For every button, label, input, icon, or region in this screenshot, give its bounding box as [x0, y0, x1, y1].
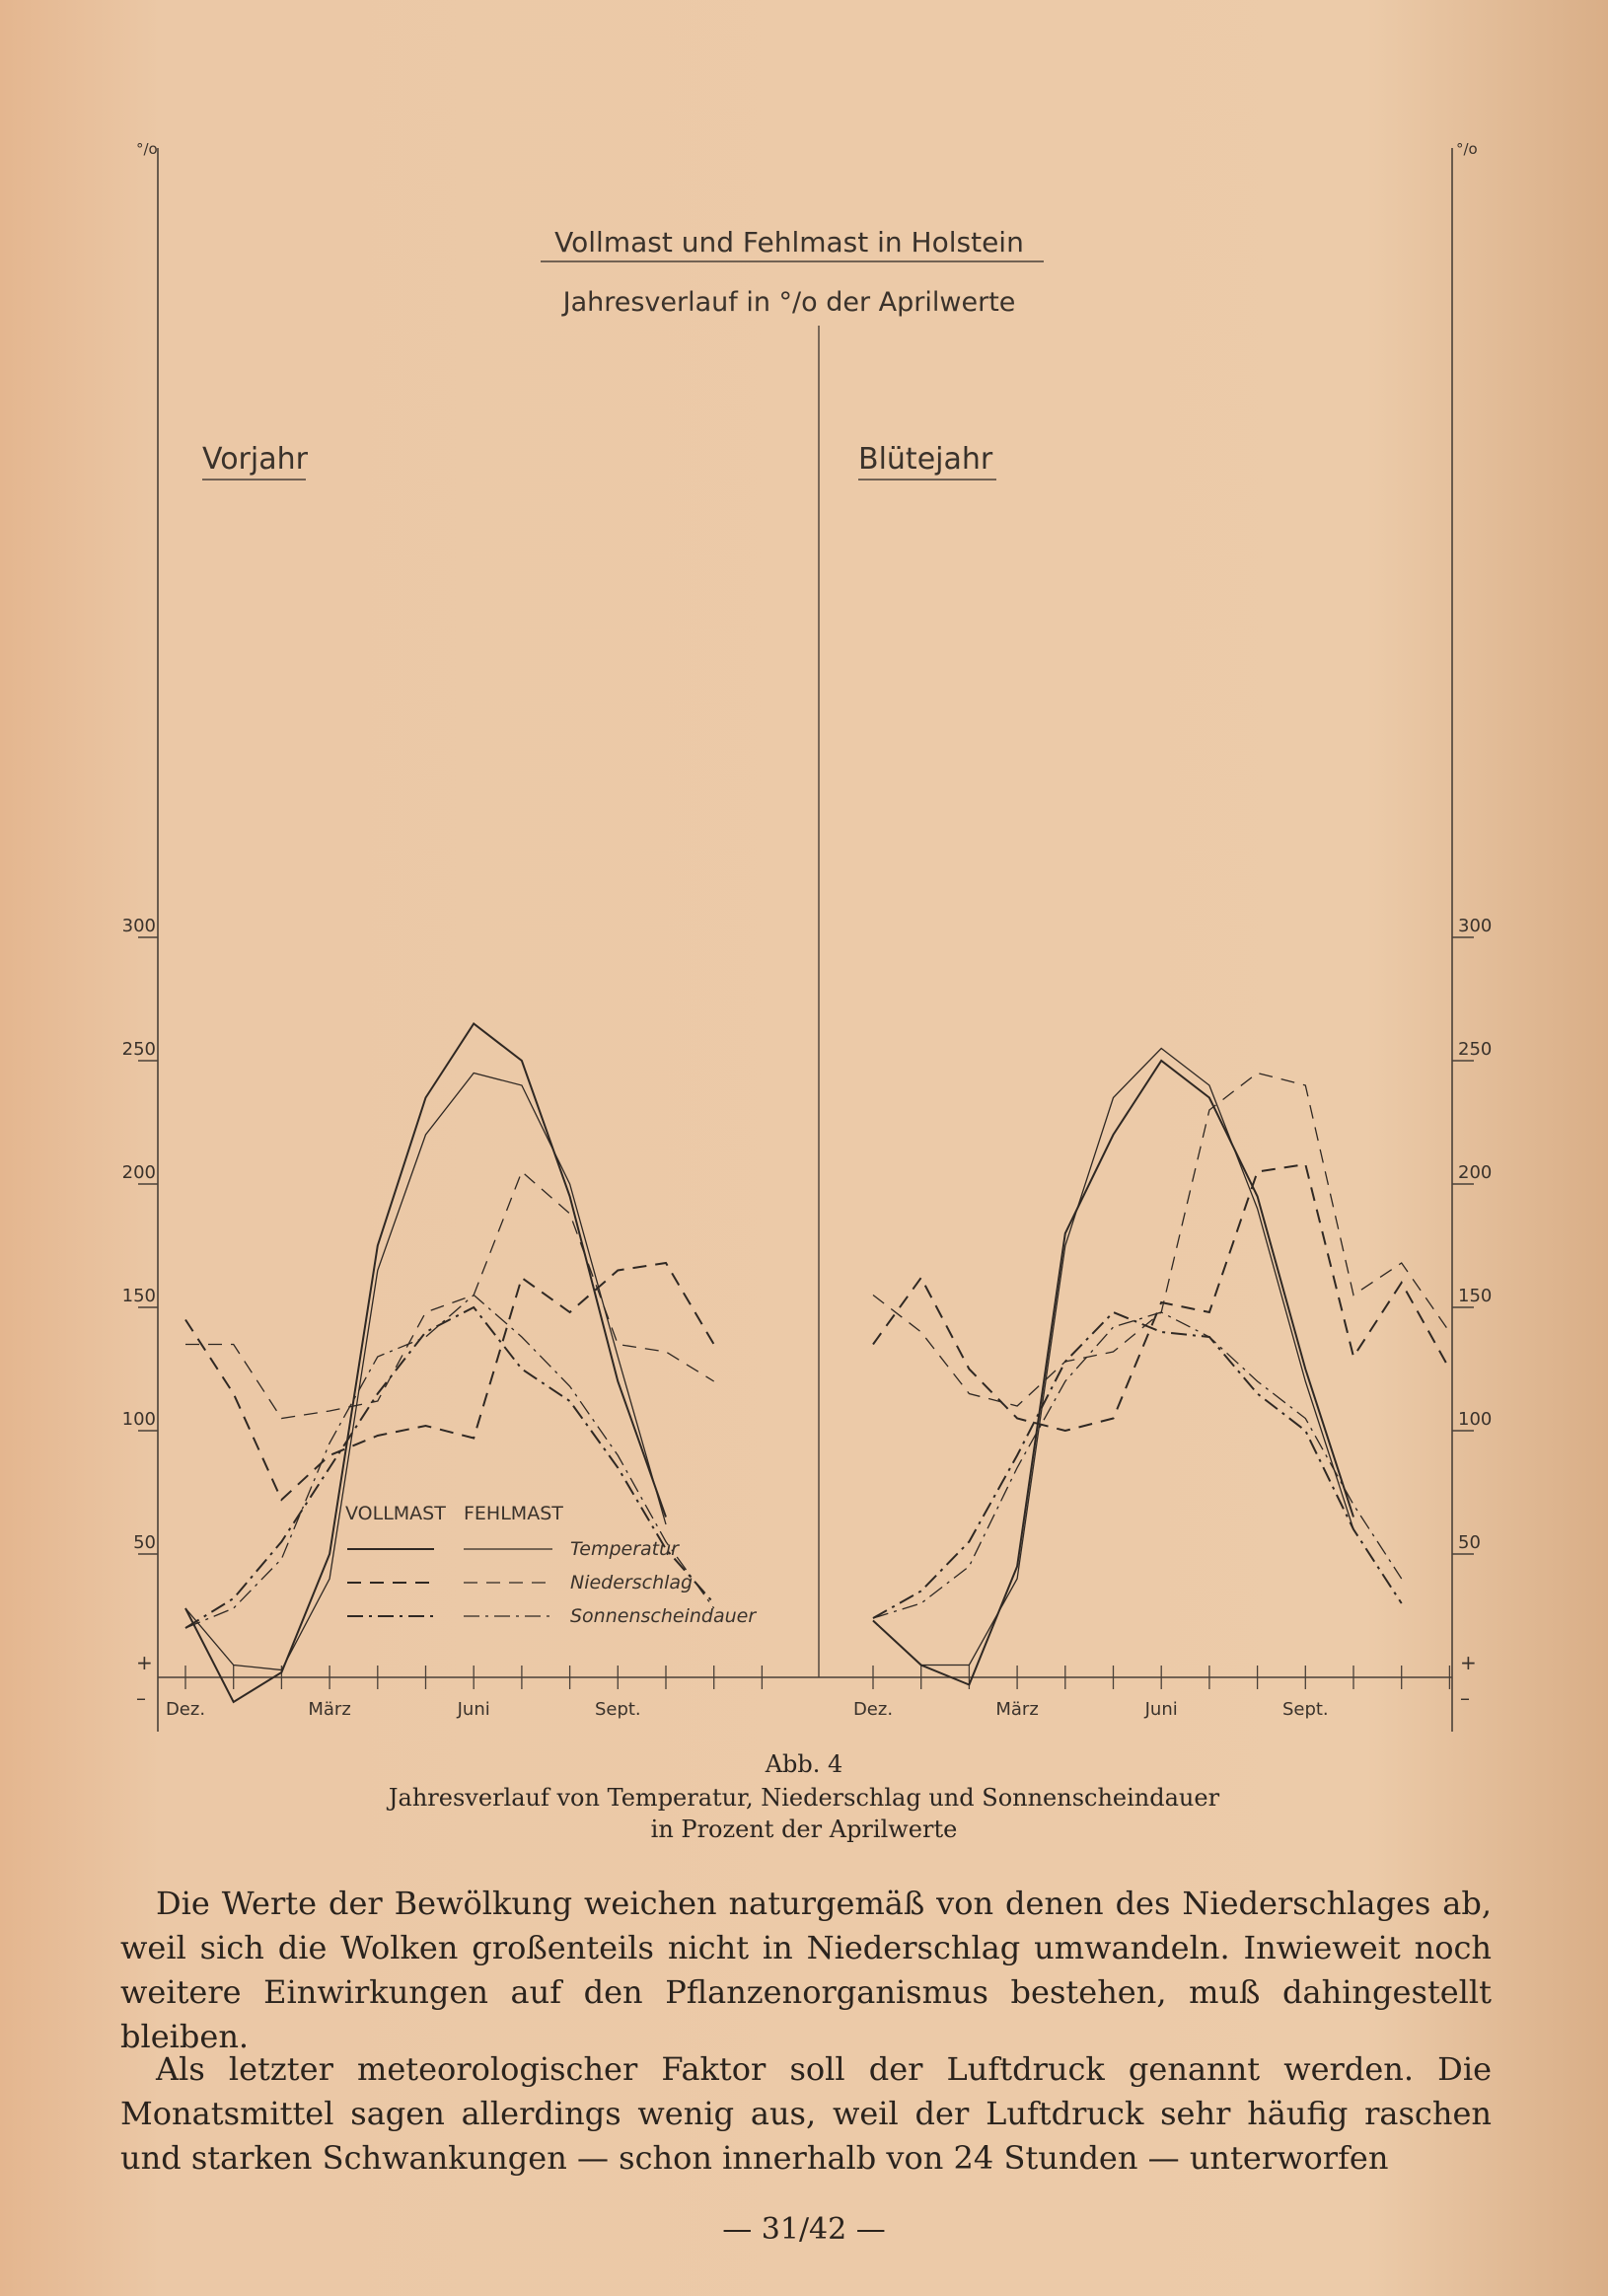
y-tick-label-left: 200 [121, 1162, 156, 1183]
series-line [185, 1172, 714, 1419]
figure-caption-line-2: in Prozent der Aprilwerte [650, 1815, 958, 1843]
legend-label: Sonnenscheindauer [570, 1605, 757, 1627]
figure-label: Abb. 4 [765, 1750, 843, 1778]
plus-label-left: + [136, 1651, 153, 1674]
y-tick-label-right: 50 [1458, 1532, 1481, 1553]
x-tick-label: März [995, 1699, 1039, 1720]
y-tick-label-left: 100 [121, 1409, 156, 1430]
y-tick-label-right: 200 [1458, 1162, 1493, 1183]
y-tick-label-left: 50 [133, 1532, 156, 1553]
chart-subtitle: Jahresverlauf in °/o der Aprilwerte [562, 287, 1016, 318]
series-line [873, 1061, 1353, 1685]
legend-header: FEHLMAST [464, 1503, 563, 1524]
chart-title: Vollmast und Fehlmast in Holstein [554, 226, 1024, 259]
y-unit-label-left: °/o [136, 140, 158, 158]
x-tick-label: Dez. [852, 1699, 894, 1720]
body-paragraph-2: Als letzter meteorologischer Faktor soll der Luftdruck genannt werden. Die Monatsmittel sagen allerdings wenig aus, weil der Luftdruck sehr häufig raschen und starken Schwankungen — schon innerhalb von 24 Stunden — unterworfen [120, 2050, 1492, 2177]
legend-label: Niederschlag [570, 1572, 694, 1593]
x-tick-label: Sept. [1281, 1699, 1329, 1720]
page-number: — 31/42 — [722, 2212, 886, 2247]
legend-label: Temperatur [570, 1538, 679, 1560]
panel-title: Blütejahr [858, 442, 993, 477]
plus-label-right: + [1460, 1651, 1477, 1674]
series-line [873, 1049, 1353, 1666]
y-tick-label-right: 300 [1458, 916, 1493, 936]
y-tick-label-left: 150 [121, 1286, 156, 1306]
y-tick-label-left: 250 [121, 1039, 156, 1060]
legend-header: VOLLMAST [345, 1503, 446, 1524]
x-tick-label: Dez. [165, 1699, 206, 1720]
y-tick-label-right: 100 [1458, 1409, 1493, 1430]
y-tick-label-left: 300 [121, 916, 156, 936]
y-unit-label-right: °/o [1456, 140, 1478, 158]
y-tick-label-right: 250 [1458, 1039, 1493, 1060]
minus-label-left: – [136, 1686, 146, 1710]
series-line [873, 1074, 1449, 1407]
x-tick-label: Sept. [594, 1699, 641, 1720]
x-tick-label: Juni [457, 1699, 490, 1720]
body-paragraph-1: Die Werte der Bewölkung weichen naturgemäß von denen des Niederschlages ab, weil sich die Wolken großenteils nicht in Niederschlag umwandeln. Inwieweit noch weitere Einwirkungen auf den Pflanzenorganismus bestehen, muß dahingestellt bleiben. [120, 1885, 1492, 2055]
x-tick-label: März [308, 1699, 351, 1720]
minus-label-right: – [1460, 1686, 1470, 1710]
series-line [185, 1024, 666, 1703]
x-tick-label: Juni [1144, 1699, 1178, 1720]
series-line [873, 1164, 1449, 1431]
y-tick-label-right: 150 [1458, 1286, 1493, 1306]
figure-caption-line-1: Jahresverlauf von Temperatur, Niederschlag und Sonnenscheindauer [388, 1784, 1220, 1812]
series-line [185, 1263, 714, 1500]
panel-title: Vorjahr [202, 442, 308, 477]
